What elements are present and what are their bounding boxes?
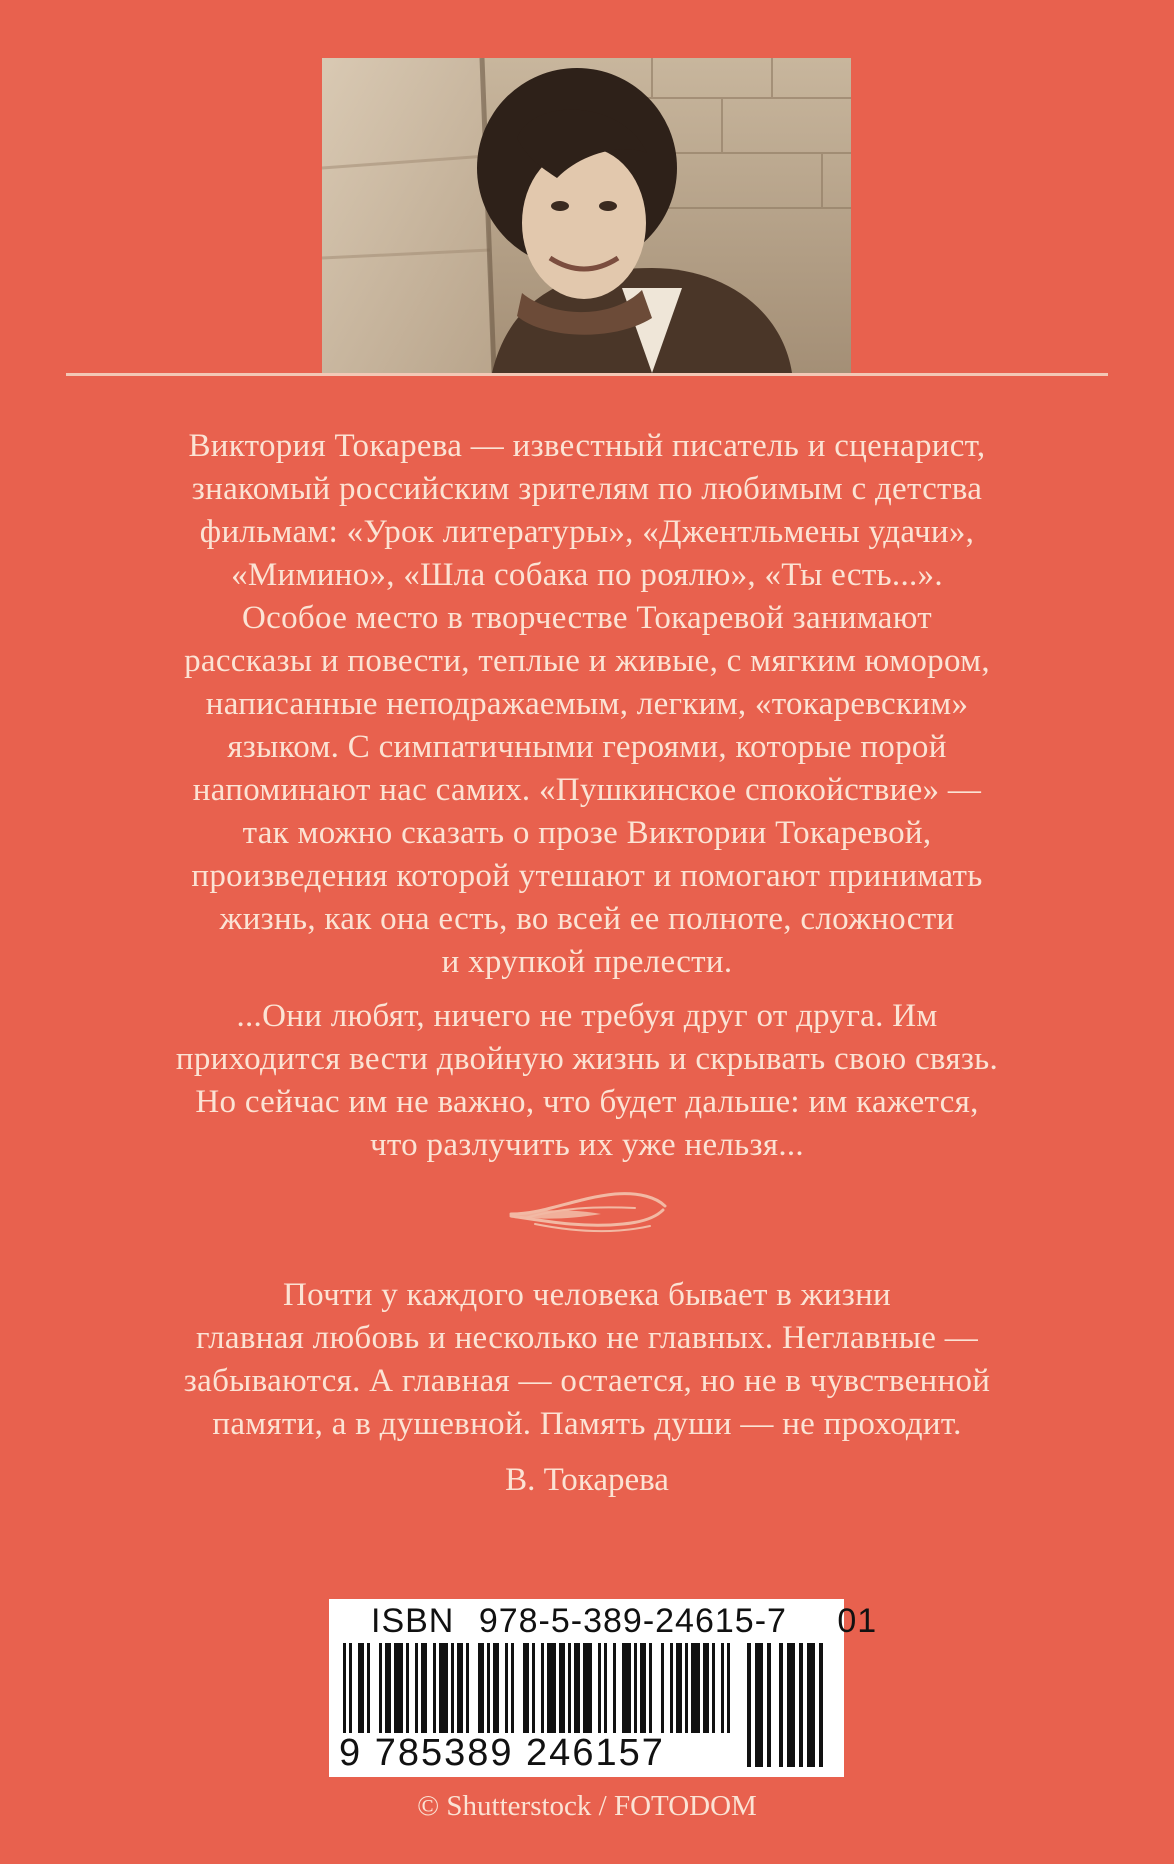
description-line: фильмам: «Урок литературы», «Джентльмены удачи», [199, 514, 975, 550]
barcode-bar [622, 1643, 631, 1733]
barcode-bar [574, 1643, 580, 1733]
author-quote [70, 1274, 1104, 1446]
barcode-bar [547, 1643, 556, 1733]
description-line: написанные неподражаемым, легким, «токаревским» [205, 686, 969, 722]
barcode-bar [807, 1643, 815, 1767]
barcode-bar [343, 1643, 346, 1733]
barcode-bar [634, 1643, 637, 1733]
barcode-bar [493, 1643, 499, 1733]
barcode-bar [727, 1643, 730, 1733]
barcode-bar [358, 1643, 364, 1733]
barcode-bars [343, 1643, 739, 1733]
barcode-bar [583, 1643, 592, 1733]
barcode-bar [532, 1643, 535, 1733]
description-line: языком. С симпатичными героями, которые порой [227, 729, 947, 765]
isbn-barcode [329, 1599, 878, 1777]
barcode-bar [421, 1643, 427, 1733]
barcode-bar [703, 1643, 709, 1733]
barcode-addon-bars [747, 1643, 829, 1767]
barcode-bar [457, 1643, 463, 1733]
barcode-bar [712, 1643, 715, 1733]
quote-line: забываются. А главная — остается, но не в чувственной [183, 1363, 991, 1399]
barcode-bar [604, 1643, 607, 1733]
barcode-bar [511, 1643, 514, 1733]
barcode-bar [755, 1643, 763, 1767]
description-line: знакомый российским зрителям по любимым с детства [191, 471, 983, 507]
barcode-bar [541, 1643, 544, 1733]
barcode-bar [451, 1643, 454, 1733]
teaser-line: Но сейчас им не важно, что будет дальше: им кажется, [195, 1084, 979, 1120]
barcode-bar [439, 1643, 448, 1733]
barcode-bar [649, 1643, 652, 1733]
barcode-bar [787, 1643, 795, 1767]
divider-line [66, 373, 1108, 376]
barcode-bar [379, 1643, 382, 1733]
quote-line: главная любовь и несколько не главных. Неглавные — [195, 1320, 979, 1356]
barcode-bar [568, 1643, 571, 1733]
isbn-number: 978-5-389-24615-7 [478, 1602, 787, 1640]
barcode-bar [670, 1643, 673, 1733]
flourish-ornament-icon [505, 1184, 669, 1244]
description-line: Виктория Токарева — известный писатель и сценарист, [188, 428, 986, 464]
description-line: жизнь, как она есть, во всей ее полноте, сложности [219, 901, 955, 937]
description-line: произведения которой утешают и помогают принимать [191, 858, 983, 894]
teaser-line: что разлучить их уже нельзя... [370, 1127, 804, 1163]
author-photo [322, 58, 851, 373]
photo-credit: © Shutterstock / FOTODOM [417, 1790, 757, 1822]
barcode-bar [676, 1643, 682, 1733]
quote-line: памяти, а в душевной. Память души — не проходит. [212, 1406, 962, 1442]
barcode-bar [767, 1643, 771, 1767]
barcode-bar [478, 1643, 484, 1733]
barcode-bar [523, 1643, 529, 1733]
isbn-addon: 01 [837, 1602, 878, 1640]
barcode-bar [385, 1643, 391, 1733]
barcode-bar [559, 1643, 565, 1733]
description-line: рассказы и повести, теплые и живые, с мягким юмором, [184, 643, 990, 679]
book-teaser [70, 995, 1104, 1167]
description-line: так можно сказать о прозе Виктории Токаревой, [242, 815, 932, 851]
barcode-bar [779, 1643, 783, 1767]
barcode-bar [505, 1643, 508, 1733]
barcode-bar [367, 1643, 370, 1733]
description-line: напоминают нас самих. «Пушкинское спокойствие» — [192, 772, 982, 808]
barcode-bar [487, 1643, 490, 1733]
description-line: и хрупкой прелести. [441, 944, 733, 980]
barcode-bar [415, 1643, 418, 1733]
ean-digits: 9 785389 246157 [339, 1732, 665, 1774]
barcode-bar [394, 1643, 403, 1733]
barcode-bar [685, 1643, 688, 1733]
barcode-bar [799, 1643, 803, 1767]
barcode-bar [691, 1643, 700, 1733]
barcode-bar [640, 1643, 646, 1733]
isbn-label-row [371, 1601, 877, 1641]
barcode-bar [433, 1643, 436, 1733]
barcode-bar [406, 1643, 409, 1733]
barcode-bar [466, 1643, 469, 1733]
barcode-bar [598, 1643, 601, 1733]
barcode-bar [661, 1643, 664, 1733]
teaser-line: ...Они любят, ничего не требуя друг от друга. Им [236, 998, 938, 1034]
quote-author: В. Токарева [505, 1462, 669, 1498]
description-line: «Мимино», «Шла собака по роялю», «Ты есть...». [231, 557, 943, 593]
barcode-bar [747, 1643, 751, 1767]
quote-line: Почти у каждого человека бывает в жизни [283, 1277, 891, 1313]
book-description [70, 425, 1104, 984]
barcode-bar [349, 1643, 352, 1733]
description-line: Особое место в творчестве Токаревой занимают [242, 600, 932, 636]
barcode-bar [721, 1643, 724, 1733]
teaser-line: приходится вести двойную жизнь и скрывать свою связь. [175, 1041, 999, 1077]
barcode-bar [819, 1643, 823, 1767]
isbn-label: ISBN [371, 1602, 455, 1640]
barcode-bar [613, 1643, 616, 1733]
